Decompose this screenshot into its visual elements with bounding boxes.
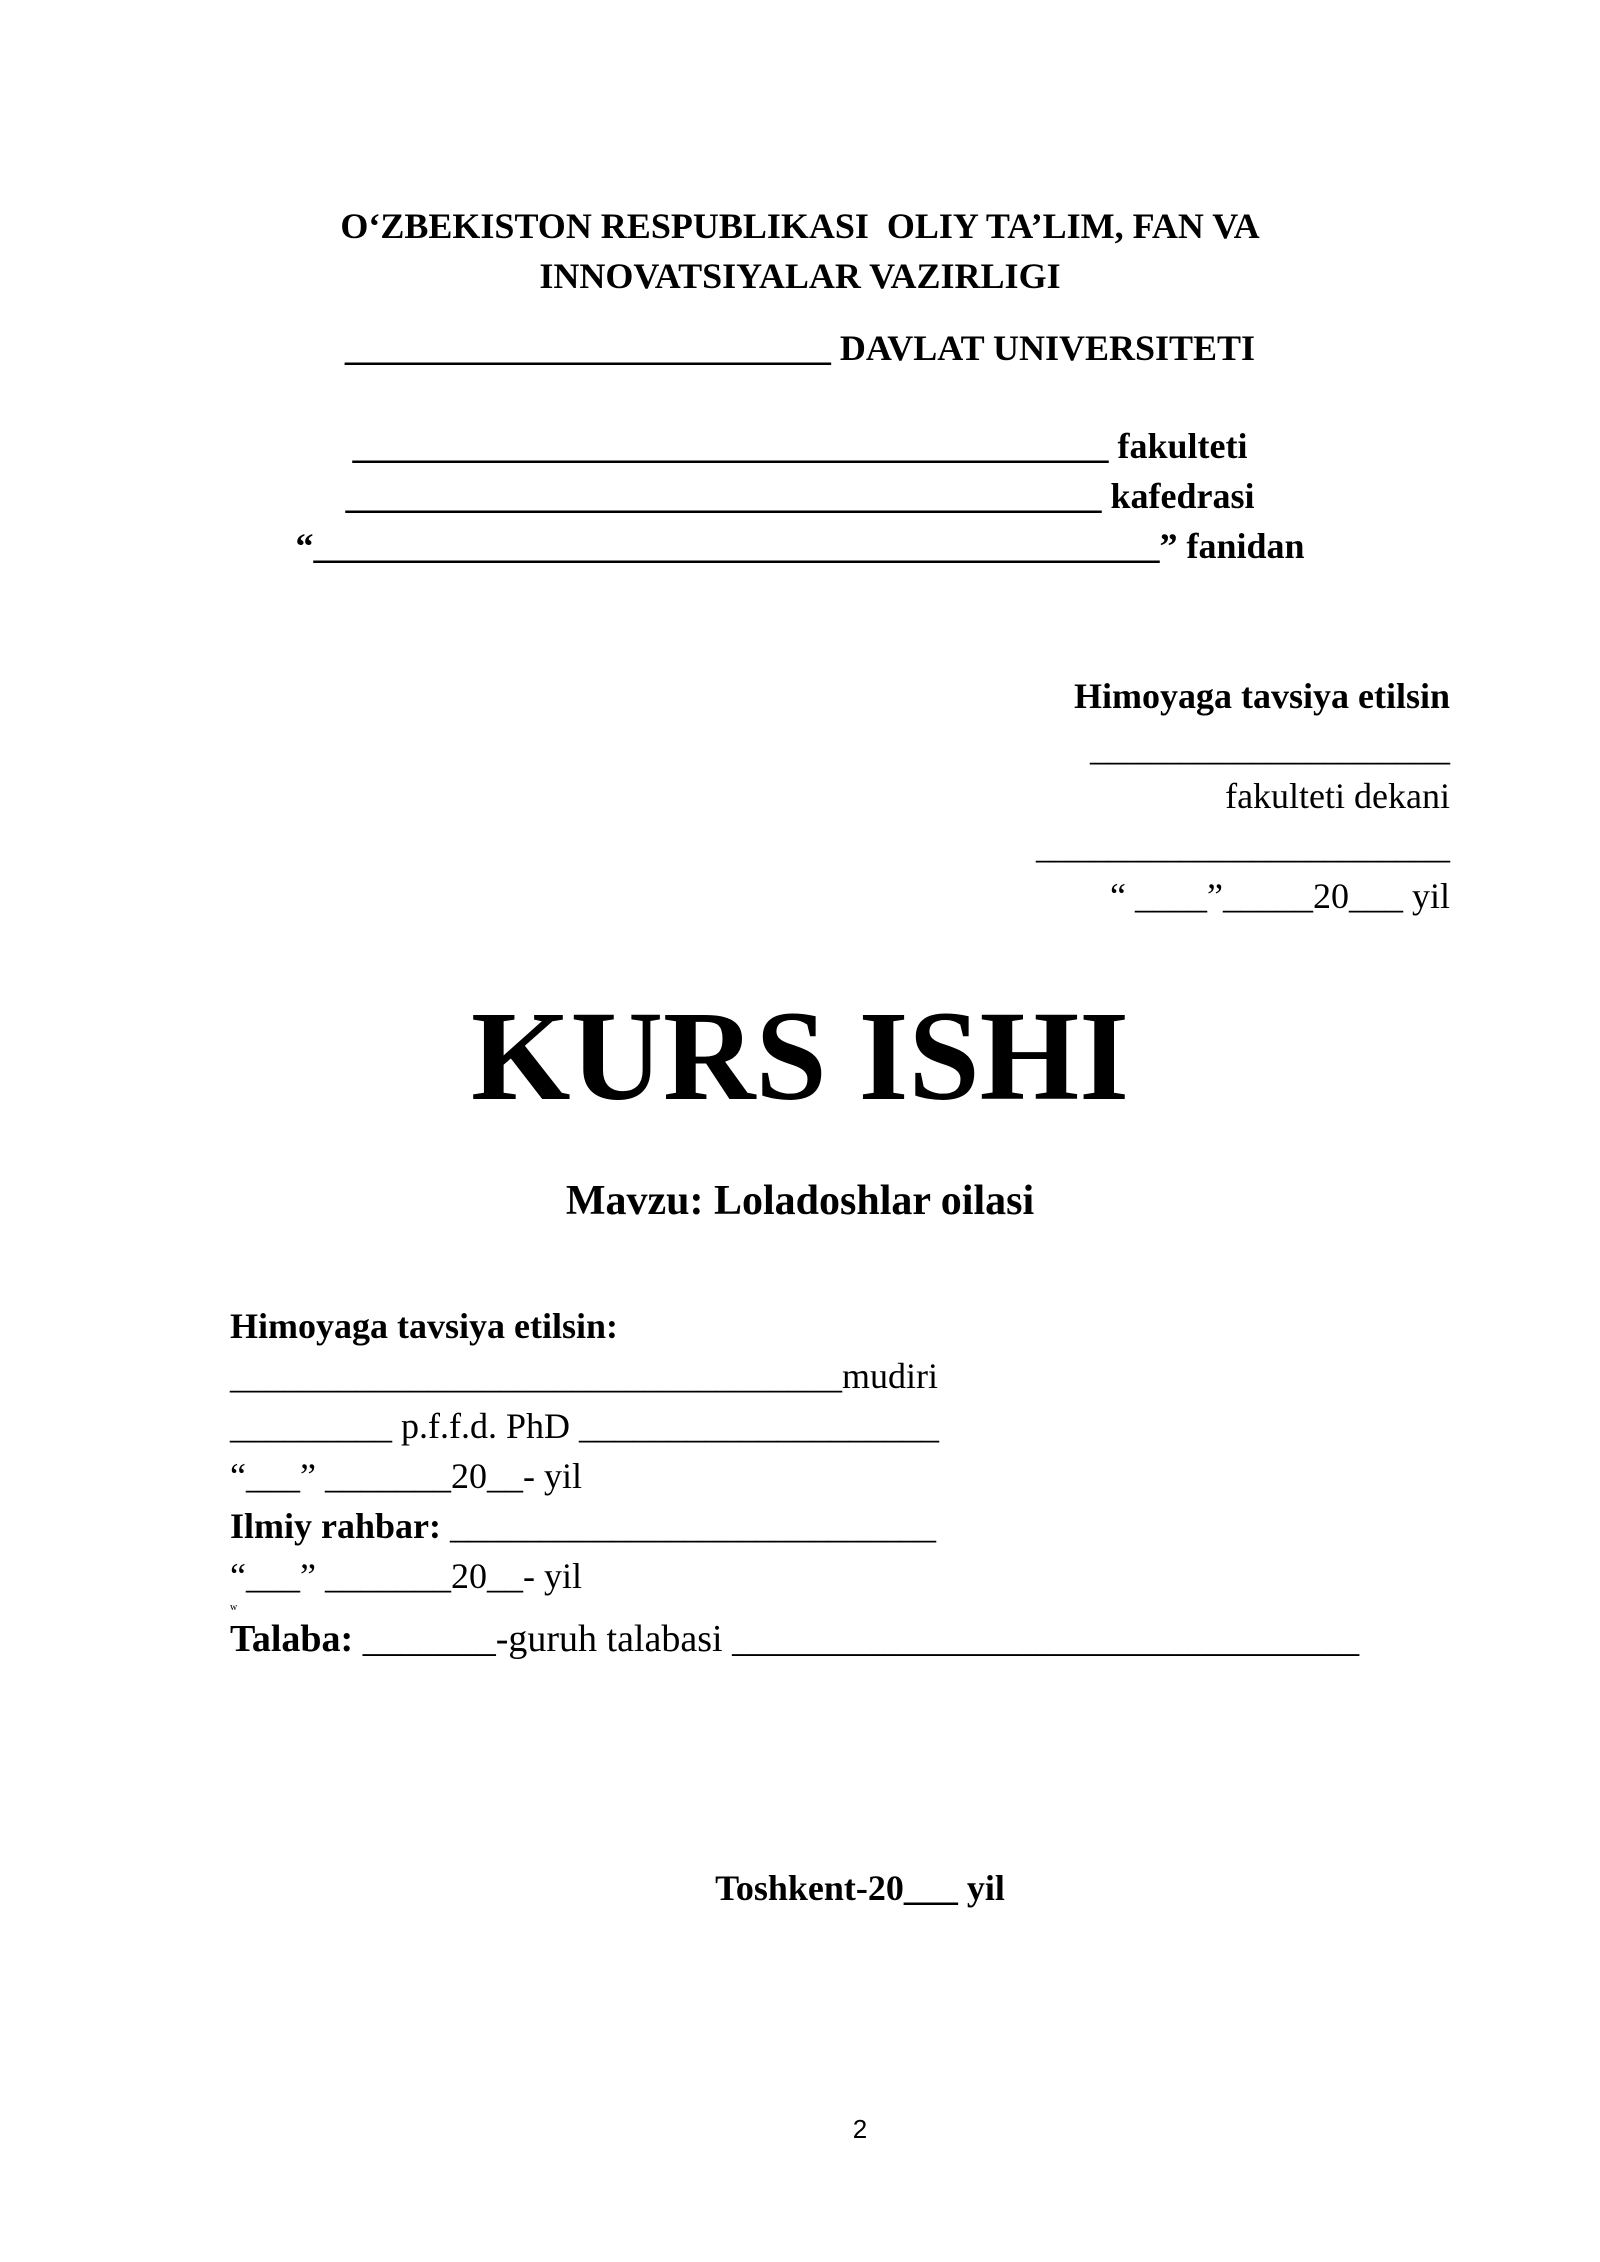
subject-line: “_______________________________________________” fanidan [295, 526, 1305, 566]
ministry-line-2: INNOVATSIYALAR VAZIRLIGI [539, 256, 1061, 296]
ministry-line-1: O‘ZBEKISTON RESPUBLIKASI OLIY TA’LIM, FAN VA [340, 206, 1260, 246]
page-number: 2 [852, 2114, 868, 2144]
dean-name-line: _______________________ [1036, 826, 1450, 866]
approval-right-signature-line: ____________________ [1090, 728, 1450, 768]
student-line [230, 1620, 1359, 1658]
phd-line: _________ p.f.f.d. PhD ____________________ [230, 1406, 939, 1446]
city-year: Toshkent-20___ yil [715, 1868, 1005, 1908]
student-name-line: _______-guruh talabasi _________________________________ [353, 1618, 1360, 1660]
tiny-mark: w [230, 1602, 238, 1613]
approval-left-heading: Himoyaga tavsiya etilsin: [230, 1306, 618, 1346]
topic-line: Mavzu: Loladoshlar oilasi [565, 1178, 1035, 1224]
supervisor-label: Ilmiy rahbar: [230, 1506, 441, 1546]
approval-left-date-1: “___” _______20__- yil [230, 1456, 582, 1496]
student-label: Talaba: [230, 1618, 354, 1660]
supervisor-name-line: ___________________________ [441, 1506, 936, 1546]
department-head-line: __________________________________mudiri [230, 1356, 938, 1396]
approval-right-date: “ ____”_____20___ yil [1110, 876, 1450, 916]
dean-label: fakulteti dekani [1225, 776, 1450, 816]
faculty-line: __________________________________________ fakulteti [352, 426, 1248, 466]
approval-right-heading: Himoyaga tavsiya etilsin [1074, 676, 1450, 716]
university-line: ___________________________ DAVLAT UNIVERSITETI [344, 328, 1256, 368]
approval-left-date-2: “___” _______20__- yil [230, 1556, 582, 1596]
document-title: KURS ISHI [471, 985, 1129, 1127]
supervisor-line [230, 1508, 936, 1544]
department-line: __________________________________________ kafedrasi [345, 476, 1255, 516]
